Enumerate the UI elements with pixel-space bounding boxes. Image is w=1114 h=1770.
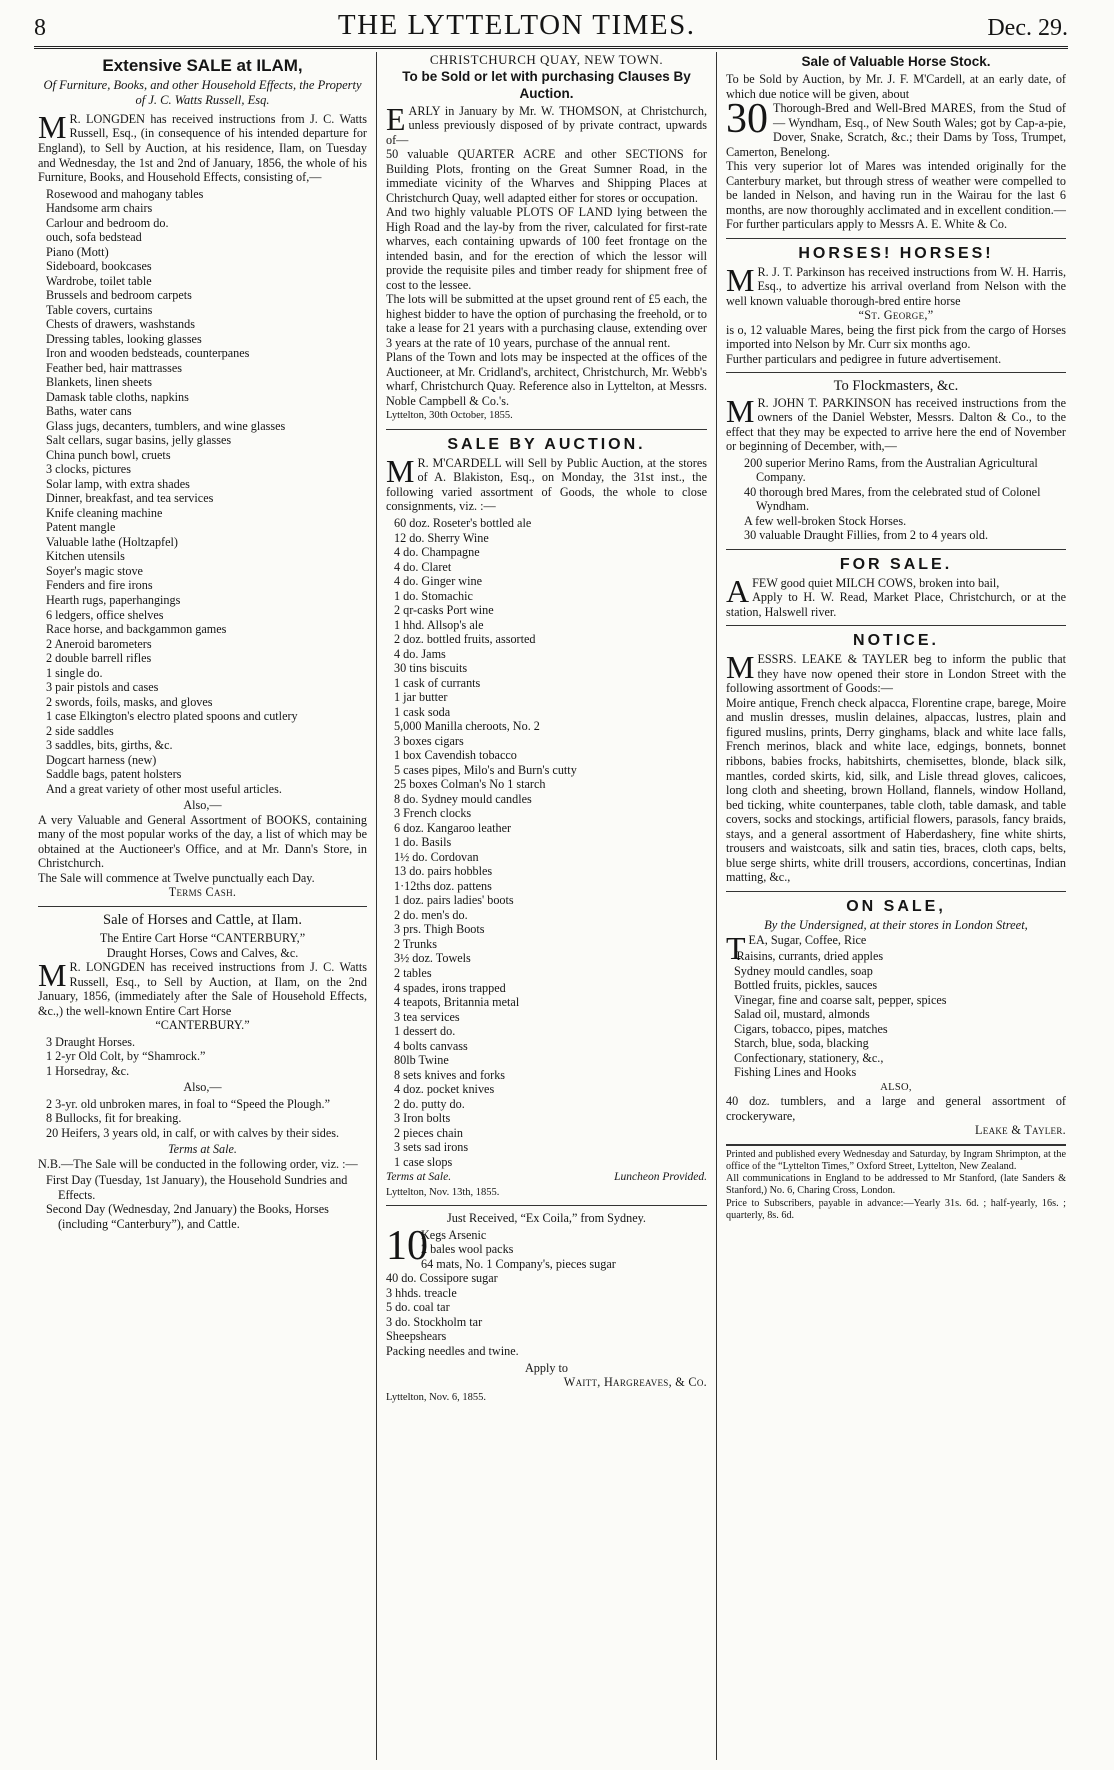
onsale-subheading: By the Undersigned, at their stores in London Street,	[764, 917, 1028, 932]
forsale-body-2: Apply to H. W. Read, Market Place, Christchurch, or at the station, Halswell river.	[726, 590, 1066, 619]
ilam-terms: Terms Cash.	[168, 885, 237, 900]
list-item: Bottled fruits, pickles, sauces	[734, 978, 878, 993]
list-item: 2 Trunks	[394, 936, 438, 951]
list-item: A few well-broken Stock Horses.	[744, 513, 907, 528]
list-item: Confectionary, stationery, &c.,	[734, 1050, 884, 1065]
list-item: 2 do. putty do.	[394, 1096, 465, 1111]
list-item: China punch bowl, cruets	[46, 447, 171, 462]
flock-drop-cap: M	[726, 392, 755, 429]
list-item: 4 do. Ginger wine	[394, 574, 483, 589]
masthead	[34, 10, 1068, 42]
horses-name: “CANTERBURY.”	[155, 1018, 250, 1033]
list-item: 30 tins biscuits	[394, 661, 468, 676]
horses-item-list-2	[38, 1097, 367, 1141]
list-item: 25 boxes Colman's No 1 starch	[394, 777, 546, 792]
quay-body-5: Plans of the Town and lots may be inspected at the offices of the Auctioneer, at Mr. Cridland's, architect, Christchurch, Mr. Webb's wharf, Christchurch Quay. Reference also in Lyttelton, at Messrs. Noble Campbell & Co.'s.	[386, 350, 707, 408]
quay-heading: CHRISTCHURCH QUAY, NEW TOWN.	[429, 52, 664, 67]
list-item: 3 sets sad irons	[394, 1140, 469, 1155]
list-item: 3 Draught Horses.	[46, 1034, 136, 1049]
list-item: Dogcart harness (new)	[46, 752, 157, 767]
ilam-heading: Extensive SALE at ILAM,	[102, 56, 303, 75]
ilam-body-text: R. LONGDEN has received instructions from J. C. Watts Russell, Esq., (in consequence of his intended departure for England), to Sell by Auction, at his residence, Ilam, on Tuesday and Wednesday, the 1st and 2nd of January, 1856, the whole of his Furniture, Books, and Household Effects, consisting of,—	[38, 111, 367, 185]
list-item: 8 sets knives and forks	[394, 1067, 506, 1082]
list-item: Dinner, breakfast, and tea services	[46, 491, 214, 506]
horses-drop-cap: M	[38, 957, 67, 994]
list-item: 20 Heifers, 3 years old, in calf, or with calves by their sides.	[46, 1125, 340, 1140]
list-item: Raisins, currants, dried apples	[736, 949, 884, 964]
ilam-commence: The Sale will commence at Twelve punctually each Day.	[38, 870, 315, 885]
list-item: 1 single do.	[46, 665, 103, 680]
quay-body-2: 50 valuable QUARTER ACRE and other SECTIONS for Building Plots, fronting on the Great Sumner Road, in the immediate vicinity of the Wharves and Shipping Places at Christchurch Quay, well adapted either for stores or occupation.	[386, 147, 707, 205]
divider	[726, 238, 1066, 239]
issue-date: Dec. 29.	[987, 15, 1068, 41]
flock-body	[726, 392, 1066, 454]
list-item: 3 prs. Thigh Boots	[394, 922, 485, 937]
list-item: 1 do. Basils	[394, 835, 452, 850]
hh-heading: HORSES! HORSES!	[798, 244, 994, 262]
list-item: 1 hhd. Allsop's ale	[394, 617, 484, 632]
list-item: 2 3-yr. old unbroken mares, in foal to “Speed the Plough.”	[46, 1096, 330, 1111]
list-item: 1 doz. pairs ladies' boots	[394, 893, 514, 908]
list-item: 5 cases pipes, Milo's and Burn's cutty	[394, 762, 577, 777]
list-item: Second Day (Wednesday, 2nd January) the Books, Horses (including “Canterbury”), and Cattle.	[46, 1202, 329, 1231]
list-item: 60 doz. Roseter's bottled ale	[394, 516, 532, 530]
list-item: Damask table cloths, napkins	[46, 389, 189, 404]
divider	[726, 625, 1066, 626]
list-item: 1 do. Stomachic	[394, 588, 473, 603]
horses-days-list	[38, 1173, 367, 1231]
list-item: 8 do. Sydney mould candles	[394, 791, 532, 806]
list-item: 2 swords, foils, masks, and gloves	[46, 694, 213, 709]
list-item: 2 tables	[394, 965, 432, 980]
list-item: 1 case slops	[394, 1154, 453, 1169]
list-item: Blankets, linen sheets	[46, 375, 152, 390]
list-item: 4 bolts canvass	[394, 1038, 468, 1053]
list-item: 4 do. Champagne	[394, 545, 480, 560]
quay-drop-cap: E	[386, 100, 406, 137]
list-item: Baths, water cans	[46, 404, 132, 419]
list-item: Table covers, curtains	[46, 302, 153, 317]
auction-item-list	[386, 516, 707, 1169]
columns	[34, 52, 1068, 1760]
divider	[726, 549, 1066, 550]
quay-body-3: And two highly valuable PLOTS OF LAND lying between the High Road and the lay-by from the river, calculated for first-rate wharves, each containing upwards of 100 feet frontage on the intended basin, and for the erection of which the lessor will provide the requisite piles and timber ready for shipment free of cost to the lessee.	[386, 205, 707, 292]
list-item: 1·12ths doz. pattens	[394, 878, 492, 893]
stock-drop-number: 30	[726, 96, 768, 143]
divider	[726, 891, 1066, 892]
list-item: 30 valuable Draught Fillies, from 2 to 4 years old.	[744, 528, 989, 543]
hh-body-3: Further particulars and pedigree in future advertisement.	[726, 351, 1002, 366]
ilam-drop-cap: M	[38, 108, 67, 145]
list-item: 2 pieces chain	[394, 1125, 464, 1140]
onsale-heading: ON SALE,	[846, 897, 946, 915]
list-item: Salad oil, mustard, almonds	[734, 1007, 870, 1022]
column-3	[717, 52, 1068, 1760]
hh-horse-name: “St. George,”	[858, 308, 934, 323]
divider	[38, 906, 367, 907]
horses-line-1: The Entire Cart Horse “CANTERBURY,”	[99, 931, 306, 946]
list-item: 2 double barrell rifles	[46, 651, 152, 666]
coila-heading: Just Received, “Ex Coila,” from Sydney.	[447, 1211, 646, 1226]
coila-firm: Waitt, Hargreaves, & Co.	[563, 1375, 707, 1390]
auction-terms-row	[386, 1171, 707, 1185]
imprint	[726, 1144, 1066, 1222]
list-item: First Day (Tuesday, 1st January), the Household Sundries and Effects.	[46, 1173, 348, 1202]
list-item: Soyer's magic stove	[46, 563, 143, 578]
list-item: Kegs Arsenic	[421, 1227, 487, 1242]
list-item: ouch, sofa bedstead	[46, 230, 142, 245]
list-item: 4 doz. pocket knives	[394, 1082, 495, 1097]
list-item: And a great variety of other most useful articles.	[46, 781, 282, 796]
ilam-item-list	[38, 187, 367, 797]
notice-drop-cap: M	[726, 649, 755, 686]
list-item: 8 Bullocks, fit for breaking.	[46, 1111, 182, 1126]
onsale-body: 40 doz. tumblers, and a large and general assortment of crockeryware,	[726, 1094, 1066, 1123]
list-item: Packing needles and twine.	[386, 1344, 519, 1358]
list-item: 13 do. pairs hobbles	[394, 864, 493, 879]
list-item: 2 Aneroid barometers	[46, 636, 152, 651]
list-item: Saddle bags, patent holsters	[46, 767, 182, 782]
list-item: Race horse, and backgammon games	[46, 622, 227, 637]
auction-body-text: R. M'CARDELL will Sell by Public Auction, at the stores of A. Blakiston, Esq., on Monday, the 31st inst., the following varied assortment of Goods, the whole to close consignments, viz. :—	[386, 455, 707, 514]
list-item: Feather bed, hair mattrasses	[46, 360, 183, 375]
list-item: Patent mangle	[46, 520, 116, 535]
notice-heading: NOTICE.	[853, 632, 939, 650]
flock-heading: To Flockmasters, &c.	[833, 378, 959, 395]
onsale-signature: Leake & Tayler.	[975, 1123, 1066, 1138]
stock-body-2: This very superior lot of Mares was intended originally for the Canterbury market, but through stress of weather were compelled to be landed in Nelson, and having run in the Wairau for the last 6 months, are now thoroughly acclimated and in excellent condition.—For further particulars apply to Messrs A. E. White & Co.	[726, 159, 1066, 232]
list-item: 3 hhds. treacle	[386, 1285, 457, 1300]
horses-nb: N.B.—The Sale will be conducted in the following order, viz. :—	[38, 1156, 358, 1171]
hh-body-2: is o, 12 valuable Mares, being the first pick from the cargo of Horses imported into Nelson by Mr. Curr six months ago.	[726, 322, 1066, 352]
horses-also: Also,—	[183, 1080, 222, 1095]
list-item: 3½ doz. Towels	[394, 951, 471, 966]
list-item: Hearth rugs, paperhangings	[46, 592, 181, 607]
ilam-also: Also,—	[183, 798, 222, 813]
stock-body	[726, 96, 1066, 159]
list-item: Wardrobe, toilet table	[46, 273, 152, 288]
list-item: Sideboard, bookcases	[46, 259, 152, 274]
horses-heading: Sale of Horses and Cattle, at Ilam.	[103, 911, 302, 928]
auction-terms: Terms at Sale.	[386, 1171, 452, 1184]
list-item: 1 box Cavendish tobacco	[394, 748, 517, 763]
divider	[726, 372, 1066, 373]
onsale-item-list	[726, 949, 1066, 1080]
hh-drop-cap: M	[726, 261, 755, 298]
list-item: 2 doz. bottled fruits, assorted	[394, 632, 536, 647]
auction-drop-cap: M	[386, 452, 415, 489]
list-item: 1 cask of currants	[394, 675, 481, 690]
notice-body-text: ESSRS. LEAKE & TAYLER beg to inform the public that they have now opened their store in London Street with the following assortment of Goods:—	[726, 652, 1066, 696]
list-item: Sheepshears	[386, 1329, 447, 1344]
column-1	[34, 52, 377, 1760]
stock-intro: To be Sold by Auction, by Mr. J. F. M'Cardell, at an early date, of which due notice will be given, about	[726, 72, 1066, 101]
horses-line-2: Draught Horses, Cows and Calves, &c.	[106, 945, 299, 960]
page-number: 8	[34, 15, 46, 41]
onsale-first-text: EA, Sugar, Coffee, Rice	[748, 932, 867, 947]
list-item: 3 clocks, pictures	[46, 462, 131, 477]
list-item: Chests of drawers, washstands	[46, 317, 195, 332]
list-item: 3 French clocks	[394, 806, 472, 821]
list-item: 2 bales wool packs	[421, 1242, 514, 1257]
list-item: Starch, blue, soda, blacking	[734, 1036, 869, 1051]
list-item: Solar lamp, with extra shades	[46, 476, 190, 491]
onsale-also: ALSO,	[880, 1081, 912, 1093]
forsale-heading: FOR SALE.	[839, 555, 953, 573]
horses-body-text: R. LONGDEN has received instructions from J. C. Watts Russell, Esq., to Sell by Auction, at Ilam, on the 2nd January, 1856, (immediately after the Sale of Household Effects, &c.,) the well-known Entire Cart Horse	[38, 960, 367, 1018]
list-item: Handsome arm chairs	[46, 201, 153, 216]
notice-body	[726, 649, 1066, 696]
newspaper-title: THE LYTTELTON TIMES.	[337, 9, 696, 41]
auction-body	[386, 452, 707, 514]
coila-item-list	[386, 1222, 707, 1359]
coila-drop-number: 10	[386, 1222, 428, 1269]
hh-body	[726, 261, 1066, 309]
list-item: 3 pair pistols and cases	[46, 680, 159, 695]
notice-body-2: Moire antique, French check alpacca, Florentine crape, barege, Moire and muslin dresses, muslin delaines, alpaccas, lustres, plain and figured muslins, prints, Derry ginghams, black and white lace falls, French merinos, black and white lace, edgings, bonnets, bonnet ribbons, babies frocks, habitshirts, chemisettes, blonde, black silk, mantles, corded skirts, kid, silk, and Lisle thread gloves, calicoes, long cloth and sheeting, brown Holland, flannels, window Holland, bed ticking, white counterpanes, table cloth, table damask, and table covers, socks and stockings, artificial flowers, parasols, fancy braids, stays, and a general assortment of Haberdashery, fine white shirts, trousers and waistcoats, silk and satin ties, braces, cloth caps, belts, blue serge shirts, white drill trousers, accordions, concertinas, Indian matting, &c.,	[726, 695, 1066, 885]
list-item: 40 do. Cossipore sugar	[386, 1271, 498, 1286]
list-item: 12 do. Sherry Wine	[394, 530, 489, 545]
list-item: 1 2-yr Old Colt, by “Shamrock.”	[46, 1049, 206, 1064]
ilam-books: A very Valuable and General Assortment of BOOKS, containing many of the most popular works of the day, a list of which may be obtained at the Auctioneer's Office, and at Mr. Dann's Store, in Christchurch.	[38, 812, 367, 871]
quay-body-1-text: ARLY in January by Mr. W. THOMSON, at Christchurch, unless previously disposed of by private contract, upwards of—	[386, 103, 707, 147]
imprint-price: Price to Subscribers, payable in advance:—Yearly 31s. 6d. ; half-yearly, 16s. ; quarterly, 8s. 6d.	[726, 1197, 1066, 1221]
list-item: 80lb Twine	[394, 1053, 449, 1068]
column-2	[377, 52, 717, 1760]
list-item: 3 tea services	[394, 1009, 460, 1024]
horses-body	[38, 957, 367, 1018]
coila-block	[386, 1222, 707, 1359]
list-item: Piano (Mott)	[46, 244, 109, 259]
list-item: 4 teapots, Britannia metal	[394, 995, 520, 1010]
forsale-drop-cap: A	[726, 572, 750, 609]
list-item: 1 jar butter	[394, 690, 448, 705]
horses-terms: Terms at Sale.	[168, 1142, 237, 1157]
auction-heading: SALE BY AUCTION.	[447, 435, 646, 453]
quay-body-1	[386, 100, 707, 148]
list-item: Rosewood and mahogany tables	[46, 186, 204, 201]
list-item: Fishing Lines and Hooks	[734, 1065, 857, 1080]
quay-subheading: To be Sold or let with purchasing Clauses By Auction.	[402, 69, 691, 101]
list-item: 3 saddles, bits, girths, &c.	[46, 738, 173, 753]
list-item: 3 do. Stockholm tar	[386, 1314, 483, 1329]
list-item: 5 do. coal tar	[386, 1300, 450, 1315]
list-item: 6 ledgers, office shelves	[46, 607, 164, 622]
list-item: Valuable lathe (Holtzapfel)	[46, 534, 178, 549]
stock-body-text: Thorough-Bred and Well-Bred MARES, from the Stud of — Wyndham, Esq., of New South Wales; got by Cap-a-pie, Dover, Snake, Scratch, &c.; their Dams by Toss, Trumpet, Camerton, Benelong.	[726, 101, 1066, 159]
list-item: 1 dessert do.	[394, 1024, 456, 1039]
quay-date: Lyttelton, 30th October, 1855.	[386, 410, 513, 422]
list-item: Kitchen utensils	[46, 549, 125, 564]
list-item: 4 do. Jams	[394, 646, 446, 661]
list-item: 4 spades, irons trapped	[394, 980, 506, 995]
imprint-communications: All communications in England to be addressed to Mr Stanford, (late Sanders & Stanford,) No. 6, Charing Cross, London.	[726, 1173, 1066, 1197]
list-item: 200 superior Merino Rams, from the Australian Agricultural Company.	[744, 455, 1038, 485]
auction-luncheon: Luncheon Provided.	[614, 1171, 707, 1184]
list-item: Salt cellars, sugar basins, jelly glasses	[46, 433, 232, 448]
list-item: 40 thorough bred Mares, from the celebrated stud of Colonel Wyndham.	[744, 484, 1041, 514]
imprint-printed: Printed and published every Wednesday and Saturday, by Ingram Shrimpton, at the office of the “Lyttelton Times,” Oxford Street, Lyttelton, New Zealand.	[726, 1148, 1066, 1172]
divider	[386, 1205, 707, 1206]
onsale-drop-cap: T	[726, 929, 746, 966]
list-item: Brussels and bedroom carpets	[46, 288, 192, 303]
auction-date: Lyttelton, Nov. 13th, 1855.	[386, 1186, 500, 1198]
quay-body-4: The lots will be submitted at the upset ground rent of £5 each, the highest bidder to have the option of purchasing the freehold, or to take a lease for 21 years with a purchasing clause, extending over 3 years at the rate of 10 years, purchase of the annual rent.	[386, 292, 707, 350]
flock-item-list	[726, 456, 1066, 543]
list-item: Knife cleaning machine	[46, 505, 163, 520]
list-item: 2 qr-casks Port wine	[394, 603, 494, 618]
flock-body-text: R. JOHN T. PARKINSON has received instructions from the owners of the Daniel Webster, Messrs. Dalton & Co., to the effect that they may be expected to arrive here the end of November or beginning of December, with,—	[726, 395, 1066, 454]
list-item: 2 side saddles	[46, 723, 114, 738]
ilam-subheading: Of Furniture, Books, and other Household Effects, the Property of J. C. Watts Russell, Esq.	[43, 78, 362, 108]
list-item: 2 do. men's do.	[394, 907, 468, 922]
list-item: 64 mats, No. 1 Company's, pieces sugar	[421, 1256, 616, 1271]
list-item: Fenders and fire irons	[46, 578, 153, 593]
list-item: Iron and wooden bedsteads, counterpanes	[46, 346, 250, 361]
coila-date: Lyttelton, Nov. 6, 1855.	[386, 1391, 486, 1403]
list-item: Vinegar, fine and coarse salt, pepper, spices	[734, 992, 947, 1007]
list-item: 3 boxes cigars	[394, 733, 464, 748]
stock-heading: Sale of Valuable Horse Stock.	[801, 54, 991, 69]
list-item: 5,000 Manilla cheroots, No. 2	[394, 719, 540, 734]
list-item: 1 Horsedray, &c.	[46, 1063, 130, 1078]
list-item: Dressing tables, looking glasses	[46, 331, 202, 346]
list-item: 1 cask soda	[394, 704, 451, 719]
ilam-body	[38, 108, 367, 185]
list-item: 1 case Elkington's electro plated spoons and cutlery	[46, 709, 298, 724]
list-item: 1½ do. Cordovan	[394, 849, 479, 864]
list-item: Sydney mould candles, soap	[734, 963, 873, 978]
list-item: Cigars, tobacco, pipes, matches	[734, 1021, 888, 1036]
coila-apply: Apply to	[525, 1360, 568, 1375]
list-item: Glass jugs, decanters, tumblers, and wine glasses	[46, 418, 286, 433]
list-item: Carlour and bedroom do.	[46, 215, 169, 230]
divider	[386, 429, 707, 430]
forsale-body-text: FEW good quiet MILCH COWS, broken into bail,	[752, 575, 1000, 590]
list-item: 6 doz. Kangaroo leather	[394, 820, 512, 835]
list-item: 4 do. Claret	[394, 559, 452, 574]
horses-item-list	[38, 1035, 367, 1079]
hh-body-text: R. J. T. Parkinson has received instructions from W. H. Harris, Esq., to advertize his arrival overland from Nelson with the well known valuable thorough-bred entire horse	[726, 264, 1066, 308]
list-item: 3 Iron bolts	[394, 1111, 451, 1126]
